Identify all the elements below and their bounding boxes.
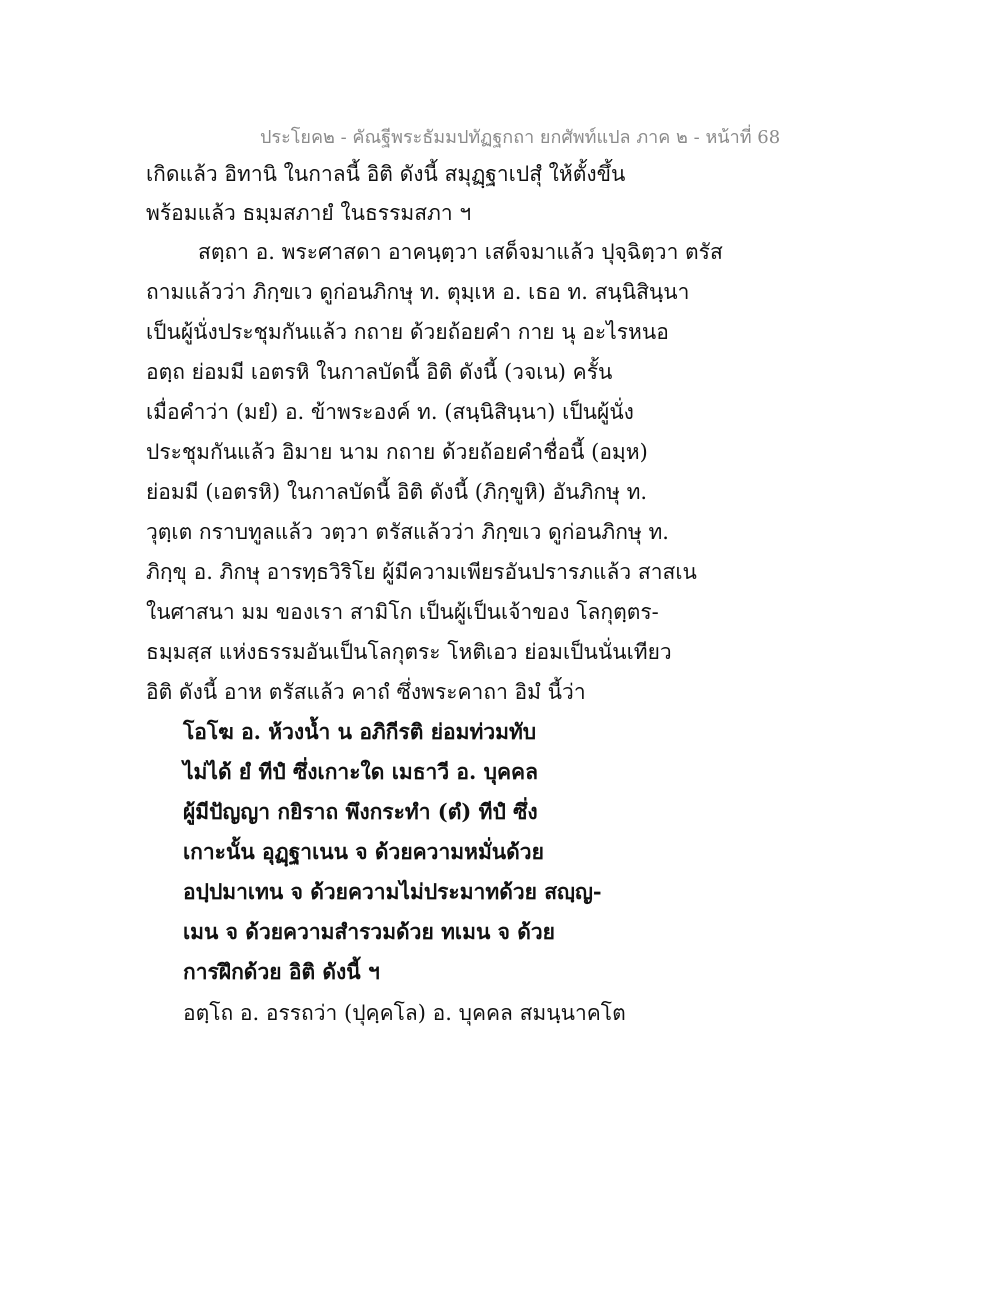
body-line: วุตฺเต กราบทูลแล้ว วตฺวา ตรัสแล้วว่า ภิกฺขเว ดูก่อนภิกษุ ท. [146,520,669,544]
page-header: ประโยค๒ - คัณฐีพระธัมมปทัฏฐกถา ยกศัพท์แปล ภาค ๒ - หน้าที่ 68 [260,127,781,148]
verse-line: โอโฆ อ. ห้วงน้ำ น อภิกีรติ ย่อมท่วมทับ [183,719,537,744]
body-line: ประชุมกันแล้ว อิมาย นาม กถาย ด้วยถ้อยคำชื่อนี้ (อมฺห) [146,440,648,464]
body-line: เมื่อคำว่า (มยํ) อ. ข้าพระองค์ ท. (สนฺนิสินฺนา) เป็นผู้นั่ง [146,400,634,424]
body-line: เกิดแล้ว อิทานิ ในกาลนี้ อิติ ดังนี้ สมุฏฺฐาเปสุํ ให้ตั้งขึ้น [146,162,626,186]
body-line: เป็นผู้นั่งประชุมกันแล้ว กถาย ด้วยถ้อยคำ กาย นุ อะไรหนอ [146,320,669,344]
body-line: ภิกฺขุ อ. ภิกษุ อารทฺธวิริโย ผู้มีความเพียรอันปรารภแล้ว สาสเน [146,560,697,584]
body-line: สตฺถา อ. พระศาสดา อาคนฺตฺวา เสด็จมาแล้ว ปุจฺฉิตฺวา ตรัส [198,240,723,264]
verse-line: เกาะนั้น อุฏฺฐาเนน จ ด้วยความหมั่นด้วย [183,839,544,864]
verse-line: อปฺปมาเทน จ ด้วยความไม่ประมาทด้วย สญฺญ- [183,879,602,904]
body-line: อิติ ดังนี้ อาห ตรัสแล้ว คาถํ ซึ่งพระคาถา อิมํ นี้ว่า [146,680,586,704]
verse-line: การฝึกด้วย อิติ ดังนี้ ฯ [183,959,380,984]
body-line: ถามแล้วว่า ภิกฺขเว ดูก่อนภิกษุ ท. ตุมฺเห อ. เธอ ท. สนฺนิสินฺนา [146,280,690,304]
body-line: อตฺถ ย่อมมี เอตรหิ ในกาลบัดนี้ อิติ ดังนี้ (วจเน) ครั้น [146,360,613,384]
body-line: พร้อมแล้ว ธมฺมสภายํ ในธรรมสภา ฯ [146,201,472,225]
body-line: ในศาสนา มม ของเรา สามิโก เป็นผู้เป็นเจ้าของ โลกุตฺตร- [146,600,659,624]
verse-line: ไม่ได้ ยํ ทีปํ ซึ่งเกาะใด เมธาวี อ. บุคคล [183,759,538,784]
verse-line: ผู้มีปัญญา กยิราถ พึงกระทำ (ตํ) ทีปํ ซึ่ง [183,799,538,824]
closing-line: อตฺโถ อ. อรรถว่า (ปุคฺคโล) อ. บุคคล สมนฺนาคโต [183,1001,626,1025]
verse-line: เมน จ ด้วยความสำรวมด้วย ทเมน จ ด้วย [183,919,555,944]
body-line: ย่อมมี (เอตรหิ) ในกาลบัดนี้ อิติ ดังนี้ (ภิกฺขูหิ) อันภิกษุ ท. [146,480,648,504]
body-line: ธมฺมสฺส แห่งธรรมอันเป็นโลกุตระ โหติเอว ย่อมเป็นนั่นเทียว [146,640,672,664]
